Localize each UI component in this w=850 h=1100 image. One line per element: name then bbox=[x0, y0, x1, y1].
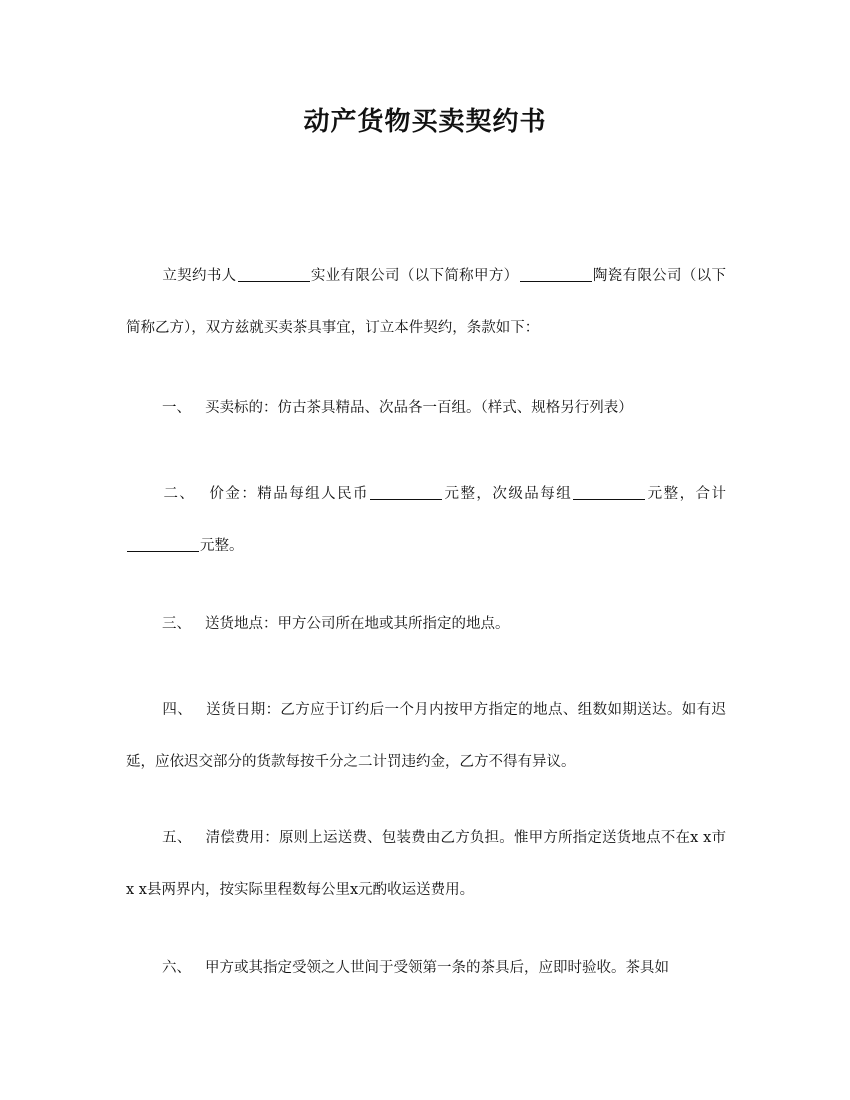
clause-number: 五、 bbox=[162, 830, 192, 846]
clause-number: 三、 bbox=[162, 616, 191, 632]
clause-text: 甲方或其指定受领之人世间于受领第一条的茶具后，应即时验收。茶具如 bbox=[205, 960, 669, 976]
clause-text-3: 元整，合计 bbox=[646, 486, 727, 502]
intro-text-2: 实业有限公司（以下简称甲方） bbox=[310, 268, 519, 284]
clause-number: 一、 bbox=[162, 400, 191, 416]
blank-line bbox=[520, 267, 592, 282]
clause-3 bbox=[126, 598, 726, 650]
clause-number: 六、 bbox=[162, 960, 191, 976]
document-title: 动产货物买卖契约书 bbox=[303, 107, 547, 137]
clause-text-4: 元整。 bbox=[200, 538, 244, 554]
blank-line bbox=[127, 537, 199, 552]
clause-1 bbox=[126, 382, 726, 434]
clause-text: 清偿费用：原则上运送费、包装费由乙方负担。惟甲方所指定送货地点不在x x市x x县两界内，按实际里程数每公里x元酌收运送费用。 bbox=[126, 830, 726, 898]
blank-line bbox=[573, 485, 645, 500]
intro-paragraph bbox=[126, 250, 726, 354]
intro-text-1: 立契约书人 bbox=[162, 268, 237, 284]
clause-number: 二、 bbox=[162, 486, 196, 502]
clause-text: 送货日期：乙方应于订约后一个月内按甲方指定的地点、组数如期送达。如有迟延，应依迟交部分的货款每按千分之二计罚违约金，乙方不得有异议。 bbox=[126, 702, 727, 770]
blank-line bbox=[370, 485, 442, 500]
clause-4 bbox=[126, 684, 726, 788]
clause-text: 买卖标的：仿古茶具精品、次品各一百组。（样式、规格另行列表） bbox=[205, 400, 633, 416]
clause-2 bbox=[126, 468, 726, 572]
clause-5 bbox=[126, 812, 726, 916]
clause-text-1: 价金：精品每组人民币 bbox=[209, 486, 370, 502]
clause-text: 送货地点：甲方公司所在地或其所指定的地点。 bbox=[205, 616, 510, 632]
clause-number: 四、 bbox=[162, 702, 193, 718]
clause-text-2: 元整，次级品每组 bbox=[443, 486, 573, 502]
clause-6 bbox=[126, 942, 726, 994]
intro-text-3: 陶瓷有限公司（以下简称乙方），双方兹就买卖茶具事宜，订立本件契约，条款如下： bbox=[126, 268, 726, 336]
blank-line bbox=[238, 267, 310, 282]
